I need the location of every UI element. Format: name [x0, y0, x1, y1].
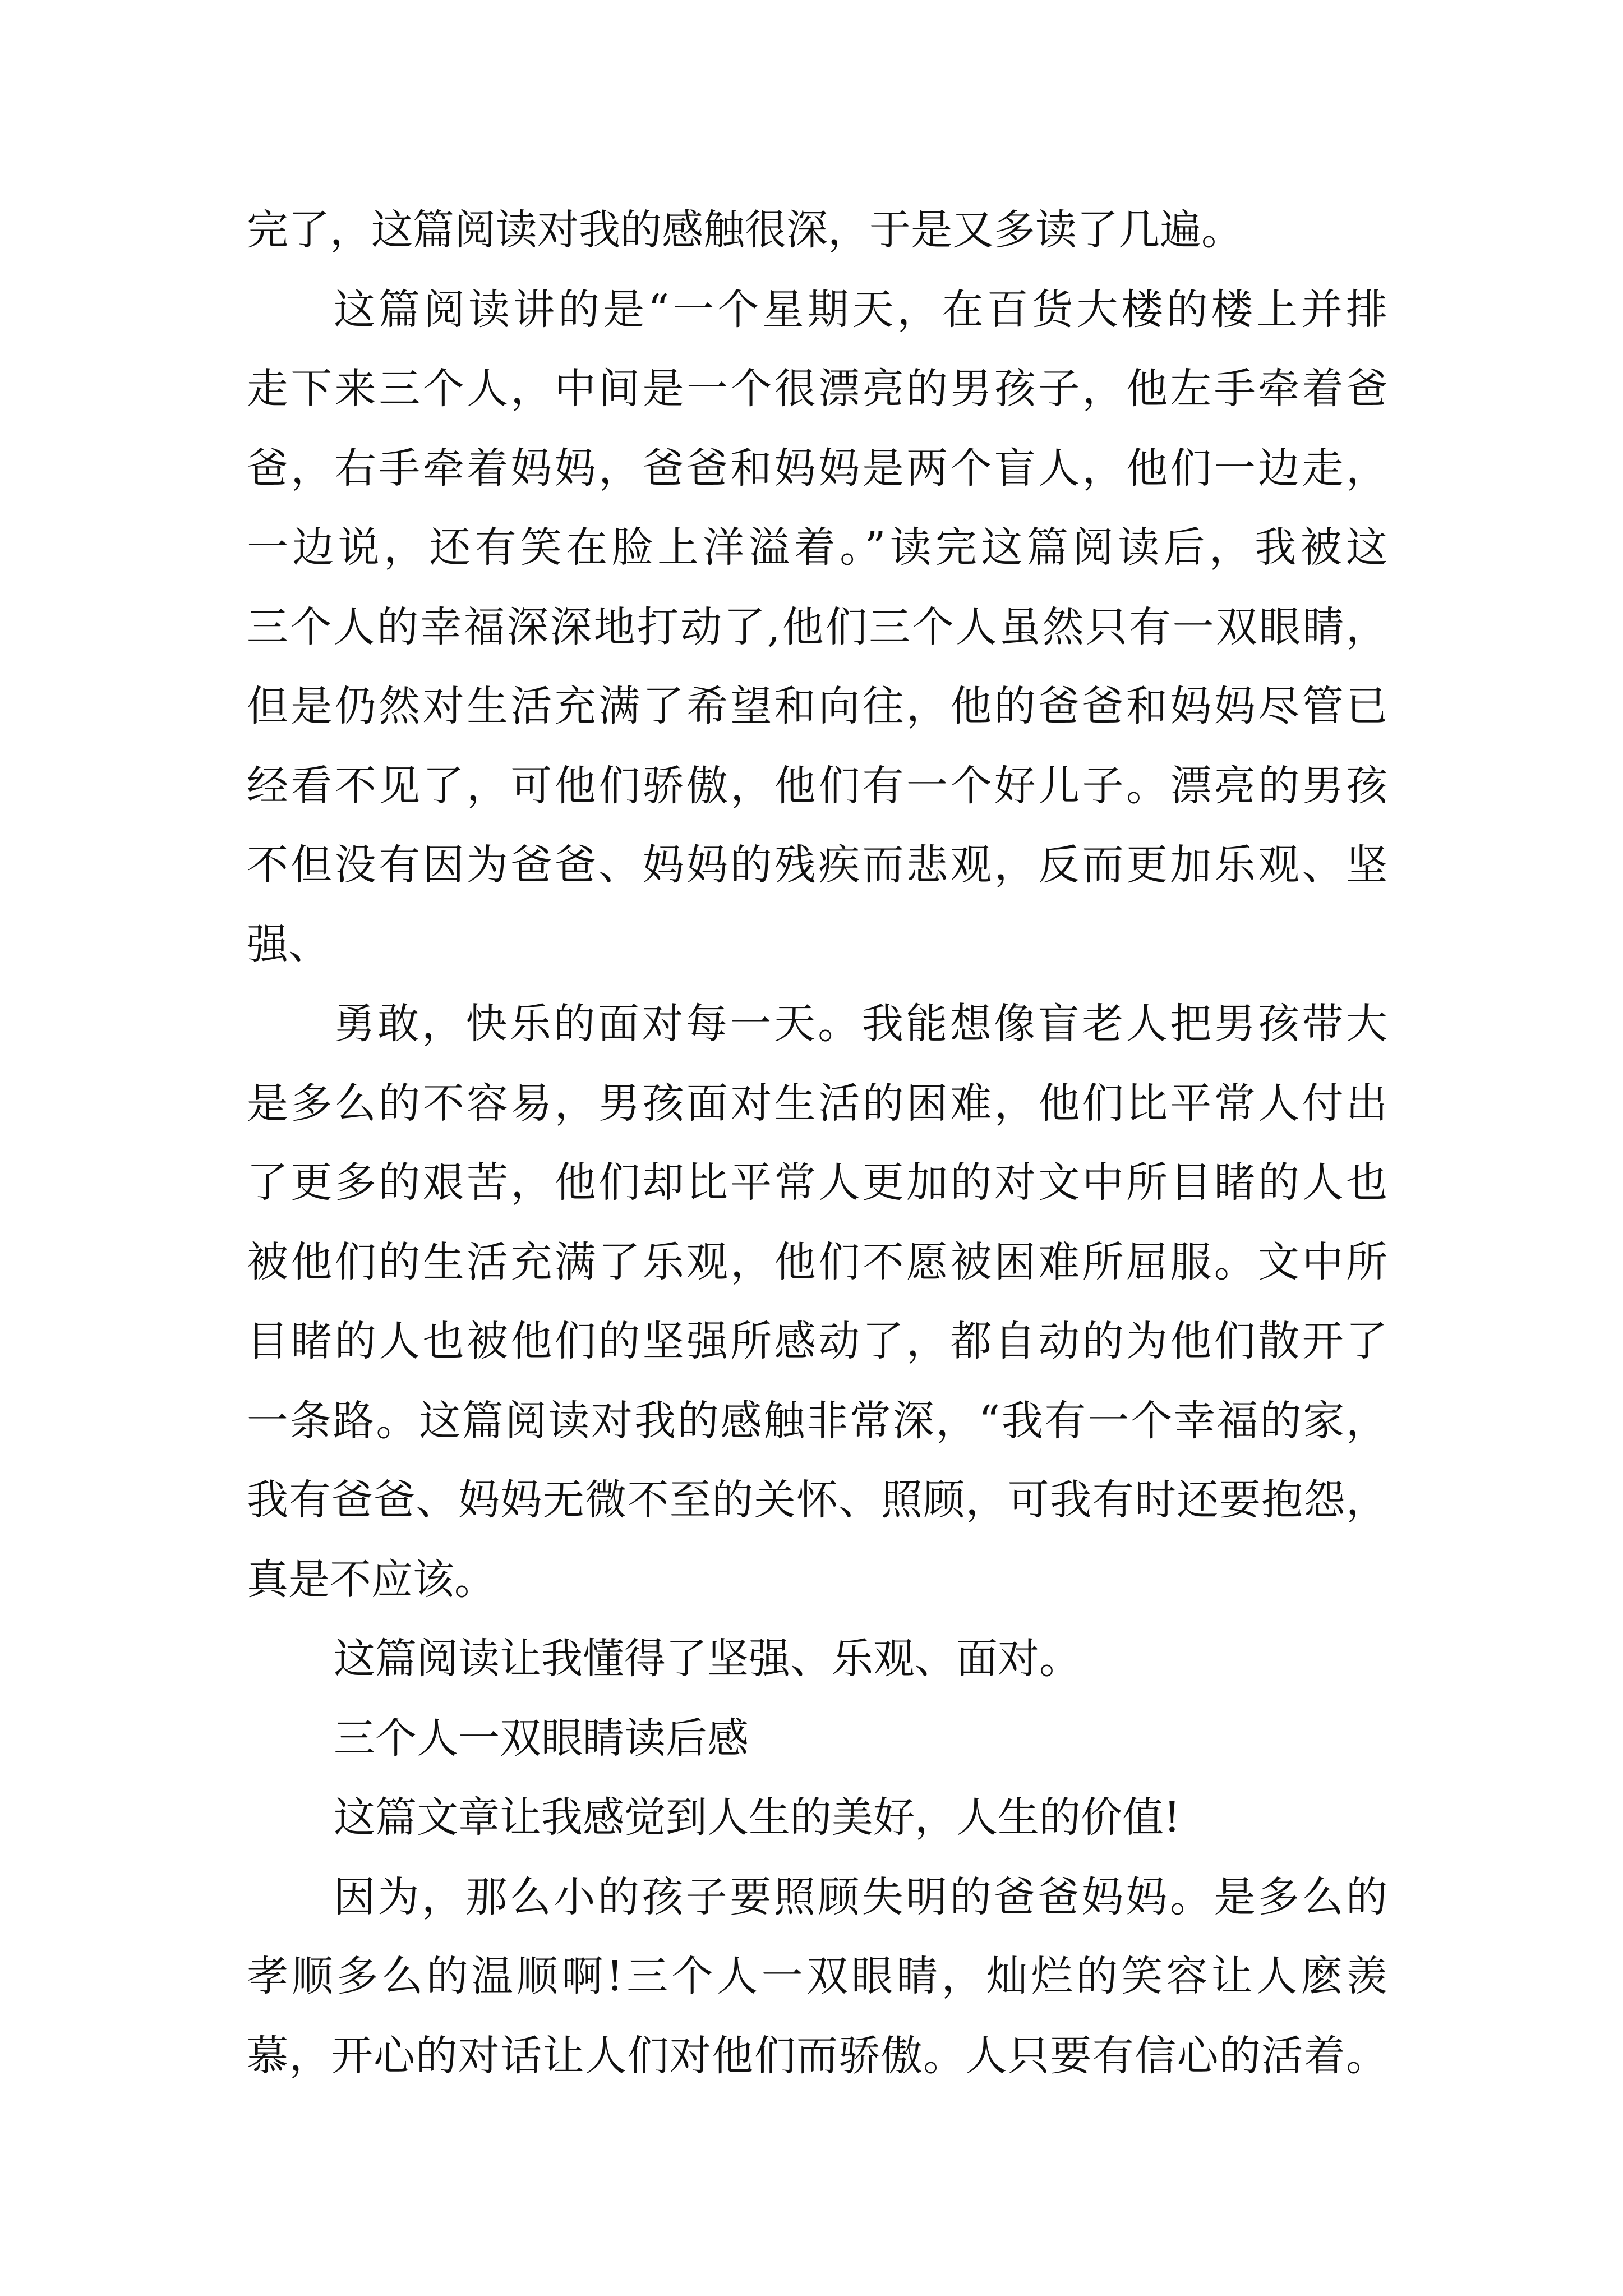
text-line: 三个人的幸福深深地打动了,他们三个人虽然只有一双眼睛，: [247, 602, 1387, 651]
text-line: 爸，右手牵着妈妈，爸爸和妈妈是两个盲人，他们一边走，: [247, 444, 1387, 493]
text-line: 不但没有因为爸爸、妈妈的残疾而悲观，反而更加乐观、坚: [247, 841, 1387, 889]
text-line: 强、: [247, 920, 330, 969]
text-line: 勇敢，快乐的面对每一天。我能想像盲老人把男孩带大: [334, 1000, 1387, 1048]
text-line: 是多么的不容易，男孩面对生活的困难，他们比平常人付出: [247, 1079, 1387, 1128]
text-line: 慕，开心的对话让人们对他们而骄傲。人只要有信心的活着。: [247, 2031, 1387, 2080]
text-line: 这篇阅读让我懂得了坚强、乐观、面对。: [334, 1635, 1081, 1683]
text-line: 走下来三个人，中间是一个很漂亮的男孩子，他左手牵着爸: [247, 365, 1387, 413]
text-line: 三个人一双眼睛读后感: [334, 1714, 749, 1763]
text-line: 但是仍然对生活充满了希望和向往，他的爸爸和妈妈尽管已: [247, 682, 1387, 730]
text-line: 这篇阅读讲的是“一个星期天，在百货大楼的楼上并排: [334, 285, 1387, 334]
text-line: 完了，这篇阅读对我的感触很深，于是又多读了几遍。: [247, 206, 1243, 254]
text-line: 了更多的艰苦，他们却比平常人更加的对文中所目睹的人也: [247, 1158, 1387, 1207]
text-line: 被他们的生活充满了乐观，他们不愿被困难所屈服。文中所: [247, 1237, 1387, 1286]
text-line: 孝顺多么的温顺啊!三个人一双眼睛，灿烂的笑容让人麽羡: [247, 1952, 1387, 2000]
text-line: 因为，那么小的孩子要照顾失明的爸爸妈妈。是多么的: [334, 1872, 1387, 1921]
text-line: 一条路。这篇阅读对我的感触非常深，“我有一个幸福的家，: [247, 1396, 1387, 1445]
text-line: 这篇文章让我感觉到人生的美好，人生的价值!: [334, 1793, 1181, 1842]
text-line: 真是不应该。: [247, 1555, 496, 1604]
essay-body: [247, 191, 1387, 2096]
text-line: 一边说，还有笑在脸上洋溢着。”读完这篇阅读后，我被这: [247, 523, 1387, 572]
text-line: 目睹的人也被他们的坚强所感动了，都自动的为他们散开了: [247, 1317, 1387, 1365]
text-line: 经看不见了，可他们骄傲，他们有一个好儿子。漂亮的男孩: [247, 761, 1387, 810]
text-line: 我有爸爸、妈妈无微不至的关怀、照顾，可我有时还要抱怨，: [247, 1476, 1387, 1524]
